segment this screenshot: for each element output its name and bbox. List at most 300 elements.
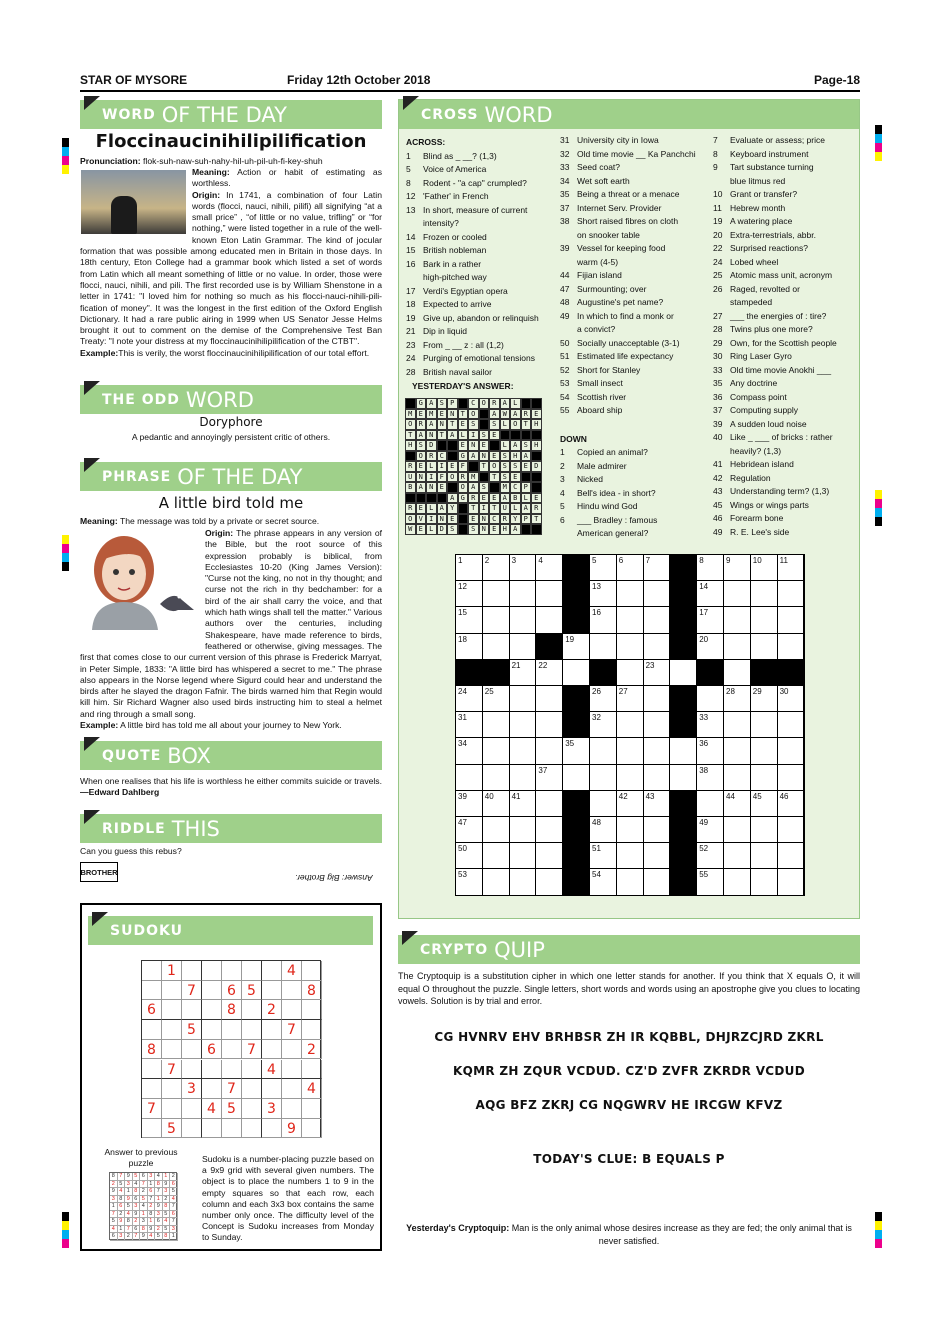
sudoku-cell[interactable] [142,1119,162,1139]
crossword-cell[interactable] [510,817,537,843]
crossword-cell[interactable] [778,712,805,738]
answer-cell [458,503,469,514]
sudoku-cell[interactable] [242,1119,262,1139]
sudoku-cell[interactable]: 6 [202,1040,222,1060]
crossword-cell[interactable] [536,607,563,633]
answer-cell: C [437,451,448,462]
crossword-cell[interactable]: 14 [697,581,724,607]
crossword-cell[interactable]: 50 [456,843,483,869]
crossword-cell[interactable]: 38 [697,765,724,791]
crossword-cell[interactable]: 44 [724,791,751,817]
crossword-cell[interactable] [644,581,671,607]
crossword-cell[interactable]: 12 [456,581,483,607]
crossword-cell[interactable]: 36 [697,738,724,764]
crossword-cell[interactable]: 24 [456,686,483,712]
crossword-cell[interactable] [778,869,805,895]
answer-cell: T [489,503,500,514]
sudoku-cell[interactable] [202,1000,222,1020]
answer-cell: 2 [118,1211,126,1219]
clue: 19 Give up, abandon or relinquish [406,312,539,323]
crossword-cell[interactable] [724,843,751,869]
answer-cell: 9 [155,1203,163,1211]
crossword-cell[interactable]: 19 [563,634,590,660]
sudoku-cell[interactable] [282,1099,302,1119]
sudoku-cell[interactable] [262,1020,282,1040]
crossword-cell[interactable] [510,869,537,895]
crossword-cell[interactable] [724,712,751,738]
clue: 40 Like _ ___ of bricks : rather [713,432,833,442]
crossword-cell[interactable] [644,686,671,712]
crossword-cell[interactable]: 43 [644,791,671,817]
clue: 22 Surprised reactions? [713,243,808,253]
answer-cell: L [426,524,437,535]
clue: 14 Frozen or cooled [406,231,487,242]
crossword-cell[interactable]: 29 [751,686,778,712]
crossword-cell[interactable] [483,634,510,660]
crossword-cell[interactable] [724,607,751,633]
answer-cell: 3 [170,1226,178,1234]
answer-cell: 5 [155,1233,163,1241]
sudoku-cell[interactable]: 7 [222,1079,242,1099]
sudoku-cell[interactable] [282,1000,302,1020]
crossword-cell[interactable] [483,581,510,607]
crossword-cell[interactable] [778,817,805,843]
crossword-cell[interactable] [670,765,697,791]
crossword-cell[interactable]: 18 [456,634,483,660]
clue: 16 Bark in a rather [406,258,482,269]
crossword-cell[interactable] [644,712,671,738]
crossword-cell[interactable] [778,634,805,660]
clue: 30 Ring Laser Gyro [713,351,792,361]
crossword-cell[interactable] [697,791,724,817]
sudoku-cell[interactable] [302,1020,322,1040]
crossword-cell[interactable] [563,660,590,686]
crossword-cell[interactable] [510,607,537,633]
answer-cell [521,398,532,409]
sudoku-cell[interactable] [202,1020,222,1040]
crossword-cell[interactable] [483,765,510,791]
crossword-cell[interactable]: 26 [590,686,617,712]
crossword-cell[interactable] [644,869,671,895]
clue: 34 Wet soft earth [560,175,630,186]
crossword-cell[interactable]: 54 [590,869,617,895]
crossword-cell[interactable] [751,817,778,843]
sudoku-cell[interactable]: 7 [242,1040,262,1060]
sudoku-cell[interactable]: 5 [242,981,262,1001]
crossword-cell[interactable] [456,765,483,791]
sudoku-cell[interactable] [302,1099,322,1119]
crossword-cell[interactable] [483,712,510,738]
crossword-cell[interactable] [751,869,778,895]
crossword-cell[interactable] [751,607,778,633]
sudoku-cell[interactable] [182,1099,202,1119]
sudoku-cell[interactable] [162,1099,182,1119]
crossword-cell[interactable] [751,843,778,869]
answer-cell: E [416,524,427,535]
answer-cell: A [468,451,479,462]
crossword-cell[interactable] [751,738,778,764]
sudoku-cell[interactable] [182,1060,202,1080]
crossword-cell[interactable]: 16 [590,607,617,633]
crossword-cell[interactable] [724,738,751,764]
crossword-cell[interactable] [617,634,644,660]
sudoku-cell[interactable] [162,1020,182,1040]
sudoku-cell[interactable] [162,981,182,1001]
crossword-cell[interactable]: 51 [590,843,617,869]
sudoku-cell[interactable]: 9 [282,1119,302,1139]
black-cell [751,660,778,686]
black-cell [670,869,697,895]
sudoku-cell[interactable]: 7 [182,981,202,1001]
clue: 55 Aboard ship [560,405,623,415]
crossword-cell[interactable] [536,843,563,869]
sudoku-cell[interactable] [222,1020,242,1040]
sudoku-cell[interactable] [282,981,302,1001]
crossword-cell[interactable] [536,712,563,738]
crossword-cell[interactable] [483,869,510,895]
crossword-cell[interactable] [644,817,671,843]
answer-cell: I [426,472,437,483]
crossword-cell[interactable]: 25 [483,686,510,712]
answer-cell: 5 [118,1181,126,1189]
sudoku-cell[interactable] [262,981,282,1001]
crossword-cell[interactable] [617,843,644,869]
crossword-cell[interactable]: 32 [590,712,617,738]
sudoku-cell[interactable] [142,1020,162,1040]
sudoku-cell[interactable] [162,1000,182,1020]
clue: 1 Copied an animal? [560,447,648,457]
crossword-cell[interactable]: 20 [697,634,724,660]
sudoku-cell[interactable]: 4 [202,1099,222,1119]
answer-cell: H [500,524,511,535]
sudoku-cell[interactable] [222,1119,242,1139]
crossword-cell[interactable]: 34 [456,738,483,764]
crossword-grid[interactable] [455,554,805,896]
sudoku-cell[interactable] [282,1079,302,1099]
sudoku-cell[interactable] [202,1079,222,1099]
crossword-cell[interactable]: 13 [590,581,617,607]
answer-cell: 8 [125,1218,133,1226]
crossword-cell[interactable]: 48 [590,817,617,843]
crossword-cell[interactable] [536,791,563,817]
crossword-cell[interactable] [724,817,751,843]
sudoku-cell[interactable]: 5 [182,1020,202,1040]
crossword-cell[interactable] [778,843,805,869]
sudoku-cell[interactable] [222,1040,242,1060]
clue: 33 Seed coat? [560,162,621,172]
crossword-cell[interactable] [536,817,563,843]
crossword-cell[interactable] [644,634,671,660]
crossword-cell[interactable] [644,843,671,869]
crossword-cell[interactable]: 27 [617,686,644,712]
sudoku-cell[interactable] [242,1079,262,1099]
sudoku-cell[interactable] [242,1020,262,1040]
phrase-body: Origin: The phrase appears in any version of the Bible, but the root source of this expression probably is biblical, from Ecclesiastes 10-20 (King James Version): "Curse not the king, no not in thy thought; and curse not the rich in thy bedchamber: for a bird of the air shall carry the voice, and that which hath wings shall tell the matter." Various authors over the centuries, including Shakespeare, have made reference to birds, feathered or otherwise, giving messages. The first that comes close to our current version of this phrase is Frederick Marryat, in Peter Simple, 1833: "A little bird has whispered a secret to me." The phrase also appears in the Norse legend where Sigurd could hear and understand the birds after he slayed the dragon Fafnir. The birds warned him that Regin would kill him. Sir Richard Wagner also used birds instructing him to steal a helmet and ring through a small song. Example: A little bird has told me all about your journey to New York. [80,528,382,731]
sudoku-cell[interactable] [302,1119,322,1139]
crossword-cell[interactable]: 55 [697,869,724,895]
crossword-cell[interactable] [670,660,697,686]
color-bar [62,138,69,174]
crossword-cell[interactable] [751,581,778,607]
sudoku-cell[interactable]: 7 [282,1020,302,1040]
sudoku-cell[interactable]: 6 [142,1000,162,1020]
crossword-cell[interactable]: 37 [536,765,563,791]
sudoku-cell[interactable]: 8 [222,1000,242,1020]
crossword-cell[interactable] [536,686,563,712]
crossword-cell[interactable]: 4 [536,555,563,581]
crossword-cell[interactable] [510,686,537,712]
crossword-cell[interactable]: 9 [724,555,751,581]
answer-cell: S [447,524,458,535]
sudoku-cell[interactable]: 2 [262,1000,282,1020]
sudoku-cell[interactable]: 8 [142,1040,162,1060]
sudoku-cell[interactable] [182,1000,202,1020]
sudoku-cell[interactable] [142,1060,162,1080]
answer-cell [489,482,500,493]
answer-cell: 4 [140,1203,148,1211]
clue: 1 Blind as _ __? (1,3) [406,150,497,161]
crossword-cell[interactable] [510,712,537,738]
crossword-cell[interactable] [510,581,537,607]
answer-cell: N [437,514,448,525]
sudoku-cell[interactable] [282,1060,302,1080]
answer-cell: 4 [148,1233,156,1241]
crossword-cell[interactable]: 23 [644,660,671,686]
answer-cell: R [521,409,532,420]
answer-cell: D [531,461,542,472]
answer-cell: O [468,409,479,420]
sudoku-cell[interactable] [182,961,202,981]
crossword-cell[interactable] [510,765,537,791]
black-cell [563,581,590,607]
sudoku-cell[interactable]: 3 [182,1079,202,1099]
answer-cell: R [500,514,511,525]
crossword-cell[interactable] [536,869,563,895]
crossword-cell[interactable] [617,581,644,607]
answer-cell: O [447,472,458,483]
crossword-cell[interactable] [724,581,751,607]
answer-cell: N [479,451,490,462]
crossword-cell[interactable]: 42 [617,791,644,817]
clue: 35 Any doctrine [713,378,778,388]
sudoku-cell[interactable]: 1 [162,961,182,981]
crossword-cell[interactable] [778,607,805,633]
crossword-cell[interactable] [751,712,778,738]
sudoku-cell[interactable]: 4 [302,1079,322,1099]
crossword-cell[interactable] [617,765,644,791]
crossword-cell[interactable] [483,817,510,843]
crossword-cell[interactable]: 2 [483,555,510,581]
crossword-cell[interactable]: 35 [563,738,590,764]
answer-cell: P [447,398,458,409]
sudoku-cell[interactable]: 4 [262,1060,282,1080]
sudoku-cell[interactable] [242,1099,262,1119]
clue: heavily? (1,3) [730,445,782,456]
crossword-cell[interactable]: 47 [456,817,483,843]
crossword-cell[interactable] [510,634,537,660]
sudoku-cell[interactable]: 5 [162,1119,182,1139]
crossword-cell[interactable]: 33 [697,712,724,738]
crossword-cell[interactable] [483,738,510,764]
sudoku-cell[interactable] [222,961,242,981]
sudoku-cell[interactable] [202,961,222,981]
crossword-cell[interactable]: 7 [644,555,671,581]
sudoku-cell[interactable] [262,961,282,981]
clue: warm (4-5) [577,256,619,267]
sudoku-cell[interactable] [202,1119,222,1139]
answer-cell: S [468,419,479,430]
crossword-cell[interactable] [778,765,805,791]
crossword-cell[interactable]: 3 [510,555,537,581]
page-header [80,70,860,92]
crossword-cell[interactable]: 1 [456,555,483,581]
crossword-cell[interactable]: 11 [778,555,805,581]
sudoku-cell[interactable] [182,1040,202,1060]
crossword-cell[interactable] [617,660,644,686]
clue: 10 Grant or transfer? [713,189,798,199]
answer-cell: 6 [170,1181,178,1189]
sudoku-cell[interactable] [262,1040,282,1060]
answer-cell: 9 [125,1173,133,1181]
answer-cell: U [405,472,416,483]
crossword-cell[interactable] [510,738,537,764]
answer-cell: S [437,398,448,409]
sudoku-cell[interactable] [222,1060,242,1080]
sudoku-cell[interactable] [242,1000,262,1020]
sudoku-cell[interactable] [302,1000,322,1020]
crossword-cell[interactable]: 30 [778,686,805,712]
sudoku-cell[interactable] [262,1119,282,1139]
sudoku-cell[interactable]: 4 [282,961,302,981]
crossword-cell[interactable]: 40 [483,791,510,817]
sudoku-cell[interactable] [302,1060,322,1080]
sudoku-grid[interactable] [141,960,321,1138]
crossword-cell[interactable] [617,817,644,843]
crossword-cell[interactable] [617,712,644,738]
crossword-cell[interactable] [483,607,510,633]
sudoku-cell[interactable]: 3 [262,1099,282,1119]
crossword-cell[interactable]: 5 [590,555,617,581]
crossword-cell[interactable] [751,634,778,660]
sudoku-cell[interactable] [202,1060,222,1080]
crossword-cell[interactable] [670,738,697,764]
sudoku-cell[interactable] [162,1079,182,1099]
sudoku-cell[interactable] [242,1060,262,1080]
crossword-cell[interactable]: 31 [456,712,483,738]
crossword-cell[interactable] [536,581,563,607]
clue: 48 Augustine's pet name? [560,297,664,307]
crossword-cell[interactable]: 41 [510,791,537,817]
crossword-cell[interactable] [590,791,617,817]
crossword-cell[interactable] [536,738,563,764]
crossword-cell[interactable]: 8 [697,555,724,581]
crossword-cell[interactable]: 52 [697,843,724,869]
answer-cell: 5 [125,1203,133,1211]
answer-cell: E [416,461,427,472]
crossword-cell[interactable]: 53 [456,869,483,895]
sudoku-cell[interactable] [302,961,322,981]
crossword-cell[interactable] [724,765,751,791]
crossword-cell[interactable] [644,607,671,633]
crossword-cell[interactable] [724,869,751,895]
answer-cell: T [458,409,469,420]
crossword-cell[interactable]: 10 [751,555,778,581]
clue: 5 Hindu wind God [560,501,638,511]
crossword-cell[interactable] [617,738,644,764]
sudoku-cell[interactable] [282,1040,302,1060]
crossword-cell[interactable]: 28 [724,686,751,712]
crossword-cell[interactable] [510,843,537,869]
clue: 42 Regulation [713,472,771,483]
answer-cell: F [437,472,448,483]
crossword-cell[interactable] [644,765,671,791]
sudoku-cell[interactable] [142,1079,162,1099]
answer-cell: 4 [125,1211,133,1219]
answer-cell [479,409,490,420]
crossword-cell[interactable] [590,634,617,660]
crossword-cell[interactable]: 6 [617,555,644,581]
crossword-cell[interactable] [751,765,778,791]
sudoku-cell[interactable] [202,981,222,1001]
sudoku-cell[interactable]: 6 [222,981,242,1001]
crossword-cell[interactable] [724,634,751,660]
crossword-cell[interactable]: 45 [751,791,778,817]
cryptoquip-band: CRYPTO QUIP [398,935,860,964]
crossword-cell[interactable]: 21 [510,660,537,686]
answer-cell: 9 [133,1211,141,1219]
sudoku-cell[interactable]: 7 [162,1060,182,1080]
crossword-cell[interactable] [778,738,805,764]
crossword-cell[interactable]: 46 [778,791,805,817]
crossword-cell[interactable] [590,765,617,791]
answer-cell: S [521,440,532,451]
answer-cell: A [468,482,479,493]
sudoku-cell[interactable] [142,981,162,1001]
answer-cell: M [426,409,437,420]
sudoku-cell[interactable]: 8 [302,981,322,1001]
clue: 52 Short for Stanley [560,364,641,375]
sudoku-cell[interactable] [182,1119,202,1139]
crossword-cell[interactable] [590,738,617,764]
sudoku-cell[interactable]: 5 [222,1099,242,1119]
answer-cell: E [458,419,469,430]
crossword-cell[interactable] [483,843,510,869]
sudoku-cell[interactable]: 2 [302,1040,322,1060]
answer-cell: S [510,461,521,472]
answer-cell: R [405,503,416,514]
crossword-cell[interactable] [724,660,751,686]
crossword-cell[interactable]: 15 [456,607,483,633]
crossword-cell[interactable] [617,869,644,895]
sudoku-cell[interactable] [162,1040,182,1060]
crossword-cell[interactable] [644,738,671,764]
crossword-cell[interactable] [563,765,590,791]
sudoku-cell[interactable]: 7 [142,1099,162,1119]
crossword-cell[interactable] [617,607,644,633]
crossword-cell[interactable] [697,686,724,712]
sudoku-cell[interactable] [262,1079,282,1099]
sudoku-cell[interactable] [142,961,162,981]
sudoku-cell[interactable] [242,961,262,981]
answer-cell: T [531,514,542,525]
crossword-cell[interactable]: 39 [456,791,483,817]
crossword-cell[interactable]: 49 [697,817,724,843]
odd-word-meaning: A pedantic and annoyingly persistent critic of others. [131,432,331,442]
crossword-cell[interactable]: 22 [536,660,563,686]
crossword-cell[interactable]: 17 [697,607,724,633]
crossword-cell[interactable] [778,581,805,607]
sudoku-description: Sudoku is a number-placing puzzle based on a 9x9 grid with several given numbers. The object is to place the numbers 1 to 9 in the empty squares so that each row, each column and each 3x3 box contains the same number only once. The difficulty level of the Concept is Sudoku increases from Monday to Sunday. [202,1154,374,1243]
